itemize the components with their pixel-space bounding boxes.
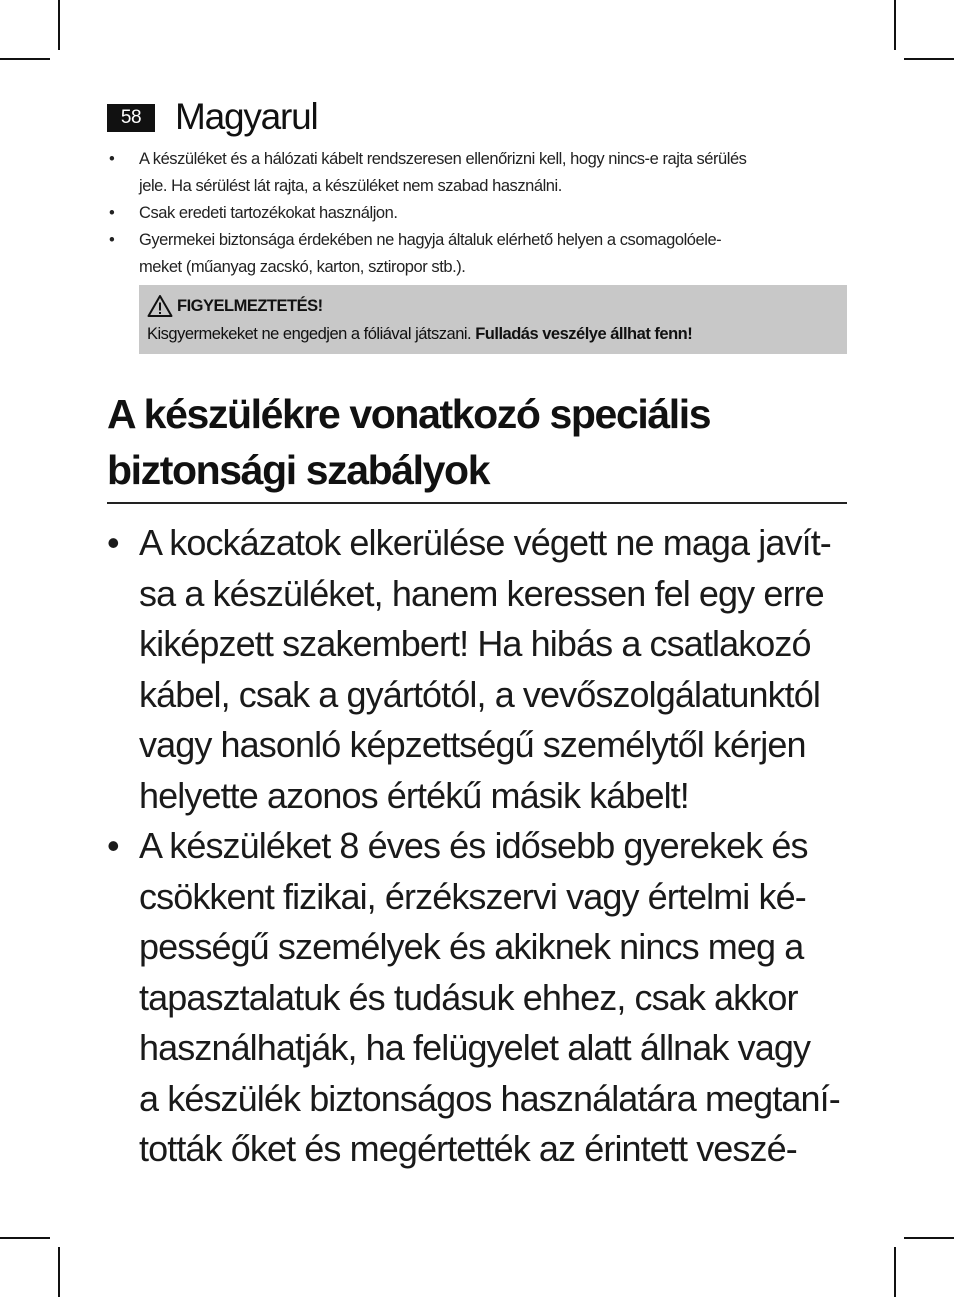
list-item-line: használhatják, ha felügyelet alatt állnak vagy [139, 1027, 811, 1068]
warning-emphasis: Fulladás veszélye állhat fenn! [475, 325, 693, 343]
main-heading [107, 386, 847, 498]
crop-mark [904, 1237, 954, 1239]
crop-mark [0, 58, 50, 60]
list-item-line: A készüléket 8 éves és idősebb gyerekek és [139, 825, 808, 866]
list-item-line: meket (műanyag zacskó, karton, sztiropor stb.). [139, 258, 466, 276]
warning-text [147, 319, 839, 349]
list-item-line: csökkent fizikai, érzékszervi vagy értelmi ké- [139, 875, 806, 917]
heading-line: biztonsági szabályok [107, 447, 490, 493]
bullet: • [109, 204, 115, 222]
heading-line: A készülékre vonatkozó speciális [107, 391, 711, 437]
bullet: • [109, 231, 115, 249]
crop-mark [904, 58, 954, 60]
warning-triangle-icon [147, 294, 173, 318]
list-item [107, 821, 849, 1175]
list-item-line: tották őket és megértették az érintett veszé- [139, 1128, 797, 1169]
heading-divider [107, 502, 847, 504]
page-number: 58 [107, 104, 155, 132]
list-item-line: helyette azonos értékű másik kábelt! [139, 774, 689, 816]
crop-mark [894, 1247, 896, 1297]
intro-list [107, 146, 849, 281]
crop-mark [0, 1237, 50, 1239]
warning-message: Kisgyermekeket ne engedjen a fóliával játszani. [147, 325, 472, 343]
warning-header [147, 293, 839, 319]
section-title: Magyarul [175, 96, 318, 137]
crop-mark [58, 1247, 60, 1297]
list-item-line: pességű személyek és akiknek nincs meg a [139, 926, 804, 967]
list-item-line: a készülék biztonságos használatára megtaní- [139, 1077, 840, 1119]
bullet: • [109, 150, 115, 168]
list-item-line: kábel, csak a gyártótól, a vevőszolgálatunktól [139, 673, 821, 715]
list-item-line: vagy hasonló képzettségű személytől kérjen [139, 724, 806, 765]
list-item-line: kiképzett szakembert! Ha hibás a csatlakozó [139, 623, 811, 664]
list-item-line: A készüléket és a hálózati kábelt rendszeresen ellenőrizni kell, hogy nincs-e rajta sérülés [139, 150, 747, 168]
list-item-line: Csak eredeti tartozékokat használjon. [139, 204, 398, 222]
list-item-line: Gyermekei biztonsága érdekében ne hagyja általuk elérhető helyen a csomagolóele- [139, 231, 722, 249]
crop-mark [58, 0, 60, 50]
warning-title: FIGYELMEZTETÉS! [177, 297, 323, 315]
list-item-line: jele. Ha sérülést lát rajta, a készüléket nem szabad használni. [139, 177, 562, 195]
list-item-line: A kockázatok elkerülése végett ne maga javít- [139, 522, 831, 563]
list-item-line: sa a készüléket, hanem keressen fel egy erre [139, 572, 824, 614]
list-item [107, 227, 849, 281]
list-item [107, 518, 849, 821]
bullet: • [107, 825, 119, 866]
list-item [107, 146, 849, 200]
warning-box [139, 285, 847, 354]
safety-rules-list [107, 518, 849, 1175]
list-item-line: tapasztalatuk és tudásuk ehhez, csak akkor [139, 976, 798, 1018]
crop-mark [894, 0, 896, 50]
bullet: • [107, 522, 119, 563]
list-item [107, 200, 849, 227]
